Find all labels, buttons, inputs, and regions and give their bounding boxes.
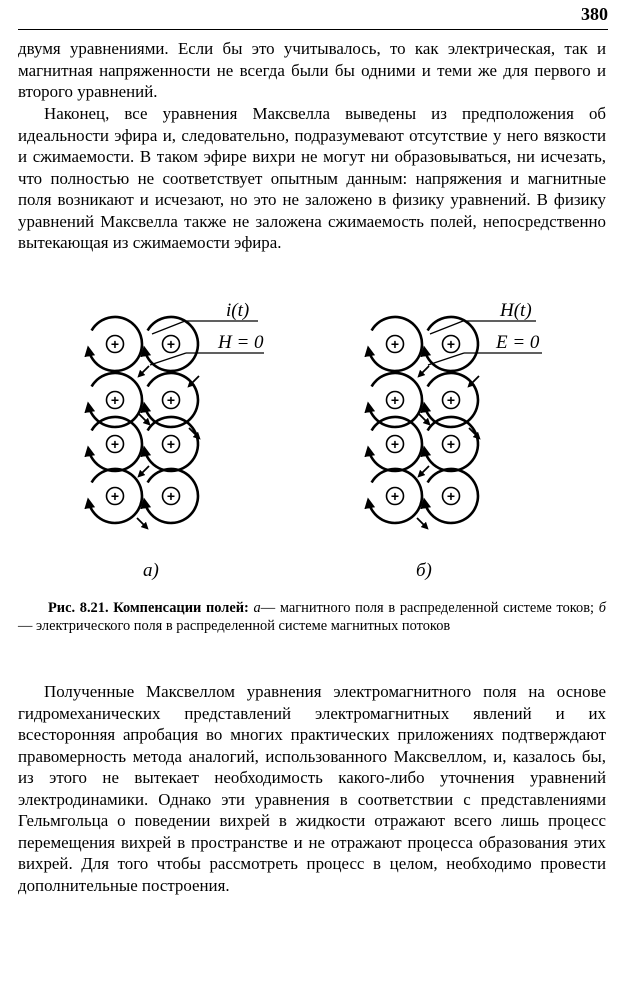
plus-symbol: + [166, 336, 176, 352]
flow-arrow [417, 518, 427, 528]
top-label-right: H(t) [500, 300, 532, 321]
paragraph-2: Наконец, все уравнения Максвелла выведены из предположения об идеальности эфира и, следовательно, подразумевают отсутствие у него вязкости и сжимаемости. В таком эфире вихри не могут ни образовываться, ни исчезать, что полностью не соответствует опытным данным: напряжения и магнитные поля возникают и исчезают, но это не заложено в физику уравнений. В физику уравнений Максвелла также не заложена сжимаемость полей, непосредственно вытекающая из сжимаемости эфира. [18, 104, 606, 252]
vortex-grid-right [368, 317, 479, 528]
flow-arrow [137, 518, 147, 528]
sublabel-left: а) [143, 560, 159, 581]
vortex-cell [144, 317, 198, 371]
leader-line-top-left [152, 321, 185, 334]
plus-symbol: + [390, 436, 400, 452]
figure-caption [18, 600, 606, 635]
plus-symbol: + [110, 488, 120, 504]
caption-part-b-letter: б [598, 600, 606, 616]
plus-symbol: + [166, 392, 176, 408]
right-panel [368, 300, 542, 581]
vortex-cell [144, 417, 198, 471]
leader-line-side-left [150, 353, 186, 365]
flow-arrow [419, 366, 429, 376]
vortex-cell [144, 469, 198, 523]
vortex-cell [88, 469, 142, 523]
flow-arrow [139, 366, 149, 376]
side-label-right: E = 0 [496, 332, 540, 353]
paragraph-3: Полученные Максвеллом уравнения электромагнитного поля на основе гидромеханических представлений электромагнитных явлений и их всесторонняя апробация во многих практических приложениях подтверждают правомерность метода аналогий, использованного Максвеллом, и, казалось бы, из этого не вытекает необходимость какого-либо уточнения уравнений электродинамики. Однако эти уравнения в соответствии с представлениями Гельмгольца о поведении вихрей в жидкости отражают всего лишь процесс перемещения вихрей в пространстве и не отражают процесса образования этих вихрей. Для того чтобы рассмотреть процесс в целом, необходимо провести дополнительные построения. [18, 682, 606, 895]
plus-symbol: + [446, 336, 456, 352]
plus-symbol: + [446, 392, 456, 408]
vortex-cell [88, 317, 142, 371]
figure-8-21 [0, 296, 626, 596]
caption-part-b-text: — электрического поля в распределенной системе магнитных потоков [18, 617, 451, 634]
plus-symbol: + [166, 436, 176, 452]
vortex-cell [424, 469, 478, 523]
sublabel-right: б) [416, 560, 432, 581]
leader-line-side-right [428, 353, 464, 365]
plus-symbol: + [390, 488, 400, 504]
paragraph-1: двумя уравнениями. Если бы это учитывалось, то как электрическая, так и магнитная напряженности не всегда были бы одними и теми же для первого и второго уравнений. [18, 39, 606, 101]
vortex-cell [368, 417, 422, 471]
page-number: 380 [581, 4, 608, 24]
vortex-cell [368, 317, 422, 371]
plus-symbol: + [166, 488, 176, 504]
vortex-cell [424, 417, 478, 471]
vortex-cell [88, 417, 142, 471]
plus-symbol: + [390, 336, 400, 352]
caption-part-a-text: — магнитного поля в распределенной системе токов; [260, 600, 595, 616]
left-panel [88, 300, 264, 581]
caption-title: Рис. 8.21. Компенсации полей: [48, 600, 249, 616]
vortex-cell [88, 373, 142, 427]
vortex-cell [144, 373, 198, 427]
header-rule [18, 29, 608, 30]
caption-part-a-letter: а [253, 600, 261, 616]
vortex-diagram [0, 296, 626, 596]
plus-symbol: + [110, 436, 120, 452]
vortex-cell [368, 373, 422, 427]
top-label-left: i(t) [226, 300, 250, 321]
vortex-cell [424, 373, 478, 427]
plus-symbol: + [390, 392, 400, 408]
vortex-grid-left [88, 317, 199, 528]
plus-symbol: + [110, 392, 120, 408]
flow-arrow [139, 466, 149, 476]
plus-symbol: + [446, 436, 456, 452]
vortex-cell [368, 469, 422, 523]
plus-symbol: + [110, 336, 120, 352]
flow-arrow [419, 466, 429, 476]
side-label-left: H = 0 [218, 332, 264, 353]
plus-symbol: + [446, 488, 456, 504]
